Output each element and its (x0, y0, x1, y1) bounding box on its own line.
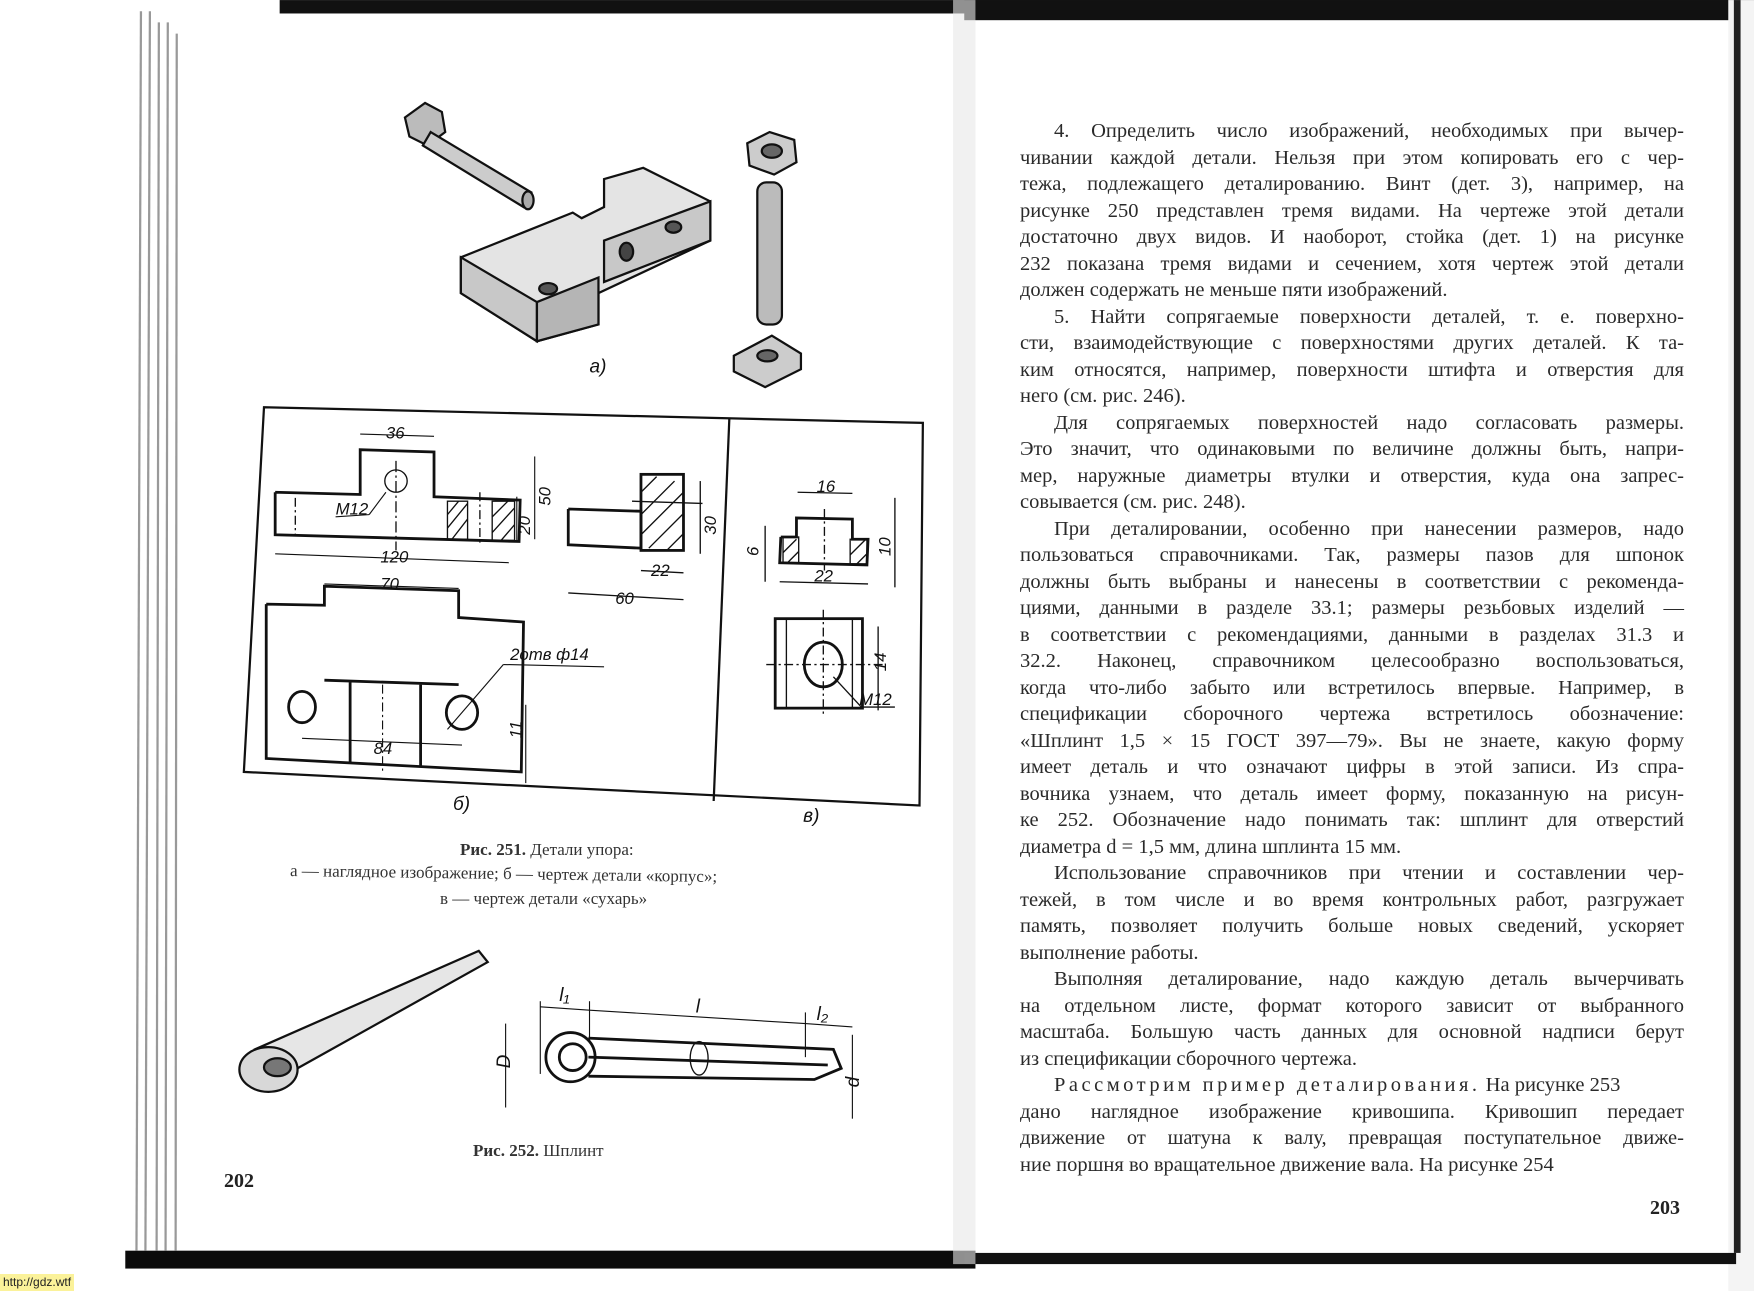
text-line: движение от шатуна к валу, превращая поступательное движе- (1020, 1127, 1684, 1149)
text-line: Для сопрягаемых поверхностей надо согласовать размеры. (1054, 411, 1684, 434)
figure-252-cotter-pin (239, 951, 852, 1119)
caption-title: Шплинт (543, 1141, 604, 1160)
text-line: него (см. рис. 246). (1020, 385, 1186, 407)
figure-251-caption-line3: в — чертеж детали «сухарь» (440, 889, 648, 908)
dim-m12: M12 (335, 499, 369, 519)
dim-22v: 22 (814, 566, 834, 586)
text-line: память, позволяет получить больше новых сведений, ускоряет (1020, 915, 1684, 937)
right-page-body-text (1020, 118, 1684, 1178)
dim-36: 36 (385, 423, 405, 443)
side-view (568, 474, 683, 550)
caption-number: Рис. 251. (460, 840, 526, 859)
text-line: Использование справочников при чтении и составлении чер- (1054, 862, 1684, 884)
text-line: циями, данными в разделе 33.1; размеры резьбовых изделий — (1020, 597, 1684, 619)
text-line: диаметра d = 1,5 мм, длина шплинта 15 мм. (1020, 835, 1402, 858)
top-view (266, 586, 526, 772)
body-block-illustration (461, 168, 710, 341)
stud-illustration (757, 182, 782, 324)
dim-holes: 2отв ф14 (510, 645, 589, 665)
figure-251a-pictorial (405, 103, 801, 387)
nut-illustration (747, 132, 796, 175)
drawing-frame (244, 407, 923, 805)
text-line: имеет деталь и что означают цифры в этой записи. Из спра- (1020, 756, 1684, 778)
dim-84: 84 (373, 739, 393, 759)
text-line: 5. Найти сопрягаемые поверхности деталей, т. е. поверхно- (1054, 305, 1684, 328)
text-line-rest: На рисунке 253 (1480, 1074, 1621, 1096)
figure-label-v: в) (803, 806, 820, 828)
text-line: в соответствии с рекомендациями, данными в разделах 31.3 и (1020, 623, 1684, 646)
page-number-right: 203 (1650, 1197, 1680, 1219)
page-number-left: 202 (224, 1170, 254, 1192)
text-line: рисунке 250 представлен тремя видами. На чертеже этой детали (1020, 199, 1684, 222)
watermark-link[interactable]: http://gdz.wtf (0, 1274, 74, 1291)
dim-D: D (494, 1054, 516, 1069)
text-line: 4. Определить число изображений, необходимых при вычер- (1054, 120, 1684, 142)
dim-50: 50 (535, 487, 555, 506)
text-line: Это значит, что одинаковыми по величине должны быть, напри- (1020, 438, 1684, 460)
text-line: должны быть выбраны и нанесены в соответствии с рекоменда- (1020, 570, 1684, 593)
text-line: дано наглядное изображение кривошипа. Кривошип передает (1020, 1100, 1684, 1123)
figure-251-caption-title (460, 840, 634, 860)
text-line (1020, 1072, 1684, 1099)
text-line: «Шплинт 1,5 × 15 ГОСТ 397—79». Вы не знаете, какую форму (1020, 729, 1684, 752)
text-line: 32.2. Наконец, справочником целесообразно воспользоваться, (1020, 650, 1684, 672)
dim-m12v: M12 (859, 689, 892, 709)
paragraph (1020, 516, 1684, 861)
square-nut-illustration (734, 336, 801, 387)
dim-l2: l₂ (816, 1004, 829, 1026)
caption-title: Детали упора: (530, 840, 634, 859)
paragraph (1020, 1072, 1684, 1178)
bolt-illustration (405, 103, 534, 209)
text-line: 232 показана тремя видами и сечением, хотя чертеж этой детали (1020, 252, 1684, 275)
text-line: мер, наружные диаметры втулки и отверстия, куда она запрес- (1020, 464, 1684, 487)
figure-252-caption (473, 1141, 604, 1161)
figure-251b-body-drawing (266, 434, 702, 783)
paragraph (1020, 966, 1684, 1072)
spaced-lead-text: Рассмотрим пример деталирования. (1054, 1074, 1481, 1096)
text-line: Выполняя деталирование, надо каждую деталь вычерчивать (1054, 968, 1684, 990)
figure-label-b: б) (453, 793, 471, 815)
dim-120: 120 (380, 547, 409, 567)
dim-16: 16 (816, 477, 836, 497)
text-line: тежа, подлежащего деталированию. Винт (дет. 3), например, на (1020, 173, 1684, 195)
paragraph (1020, 118, 1684, 304)
text-line: ние поршня во вращательное движение вала. На рисунке 254 (1020, 1153, 1554, 1176)
caption-number: Рис. 252. (473, 1141, 539, 1160)
text-line: пользоваться справочниками. Так, размеры пазов для шпонок (1020, 544, 1684, 566)
dim-20: 20 (515, 516, 535, 535)
figure-251v-slide-drawing (765, 492, 895, 716)
dim-10: 10 (875, 537, 895, 557)
figure-251-caption-line2: а — наглядное изображение; б — чертеж детали «корпус»; (289, 861, 718, 886)
text-line: ке 252. Обозначение надо понимать так: шплинт для отверстий (1020, 809, 1684, 831)
dim-d: d (843, 1076, 865, 1088)
dim-6: 6 (743, 546, 763, 557)
text-line: когда что-либо забыто или встретилось впервые. Например, в (1020, 676, 1684, 699)
dim-l: l (695, 996, 701, 1018)
front-view (275, 450, 520, 542)
figure-label-a: а) (589, 356, 607, 378)
text-line: сти, взаимодействующие с поверхностями других деталей. К та- (1020, 332, 1684, 354)
text-line: достаточно двух видов. И наоборот, стойка (дет. 1) на рисунке (1020, 226, 1684, 248)
cotter-pin-drawing (546, 1033, 841, 1082)
text-line: на отдельном листе, формат которого зависит от выбранного (1020, 994, 1684, 1017)
text-line: должен содержать не меньше пяти изображений. (1020, 279, 1448, 301)
text-line: спецификации сборочного чертежа встретилось обозначение: (1020, 703, 1684, 725)
dim-l1: l₁ (559, 985, 570, 1007)
dim-70: 70 (380, 574, 399, 594)
paragraph (1020, 304, 1684, 410)
text-line: совывается (см. рис. 248). (1020, 491, 1246, 513)
text-line: выполнение работы. (1020, 941, 1199, 964)
text-line: чивании каждой детали. Нельзя при этом копировать его с чер- (1020, 146, 1684, 169)
text-line: При деталировании, особенно при нанесении размеров, надо (1054, 517, 1684, 540)
text-line: тежей, в том числе и во время контрольных работ, разгружает (1020, 888, 1684, 911)
dim-14: 14 (870, 652, 890, 672)
dim-60: 60 (615, 589, 634, 609)
text-line: из спецификации сборочного чертежа. (1020, 1047, 1357, 1070)
paragraph (1020, 410, 1684, 516)
dim-22: 22 (651, 561, 670, 581)
cotter-pin-pictorial (239, 951, 487, 1092)
text-line: масштаба. Большую часть данных для основной надписи берут (1020, 1021, 1684, 1043)
text-line: ким относятся, например, поверхности штифта и отверстия для (1020, 358, 1684, 381)
paragraph (1020, 860, 1684, 966)
text-line: вочника узнаем, что деталь имеет форму, показанную на рисун- (1020, 782, 1684, 805)
dim-30: 30 (700, 516, 720, 535)
dimension-labels-v (743, 477, 894, 709)
dim-11: 11 (506, 720, 526, 739)
